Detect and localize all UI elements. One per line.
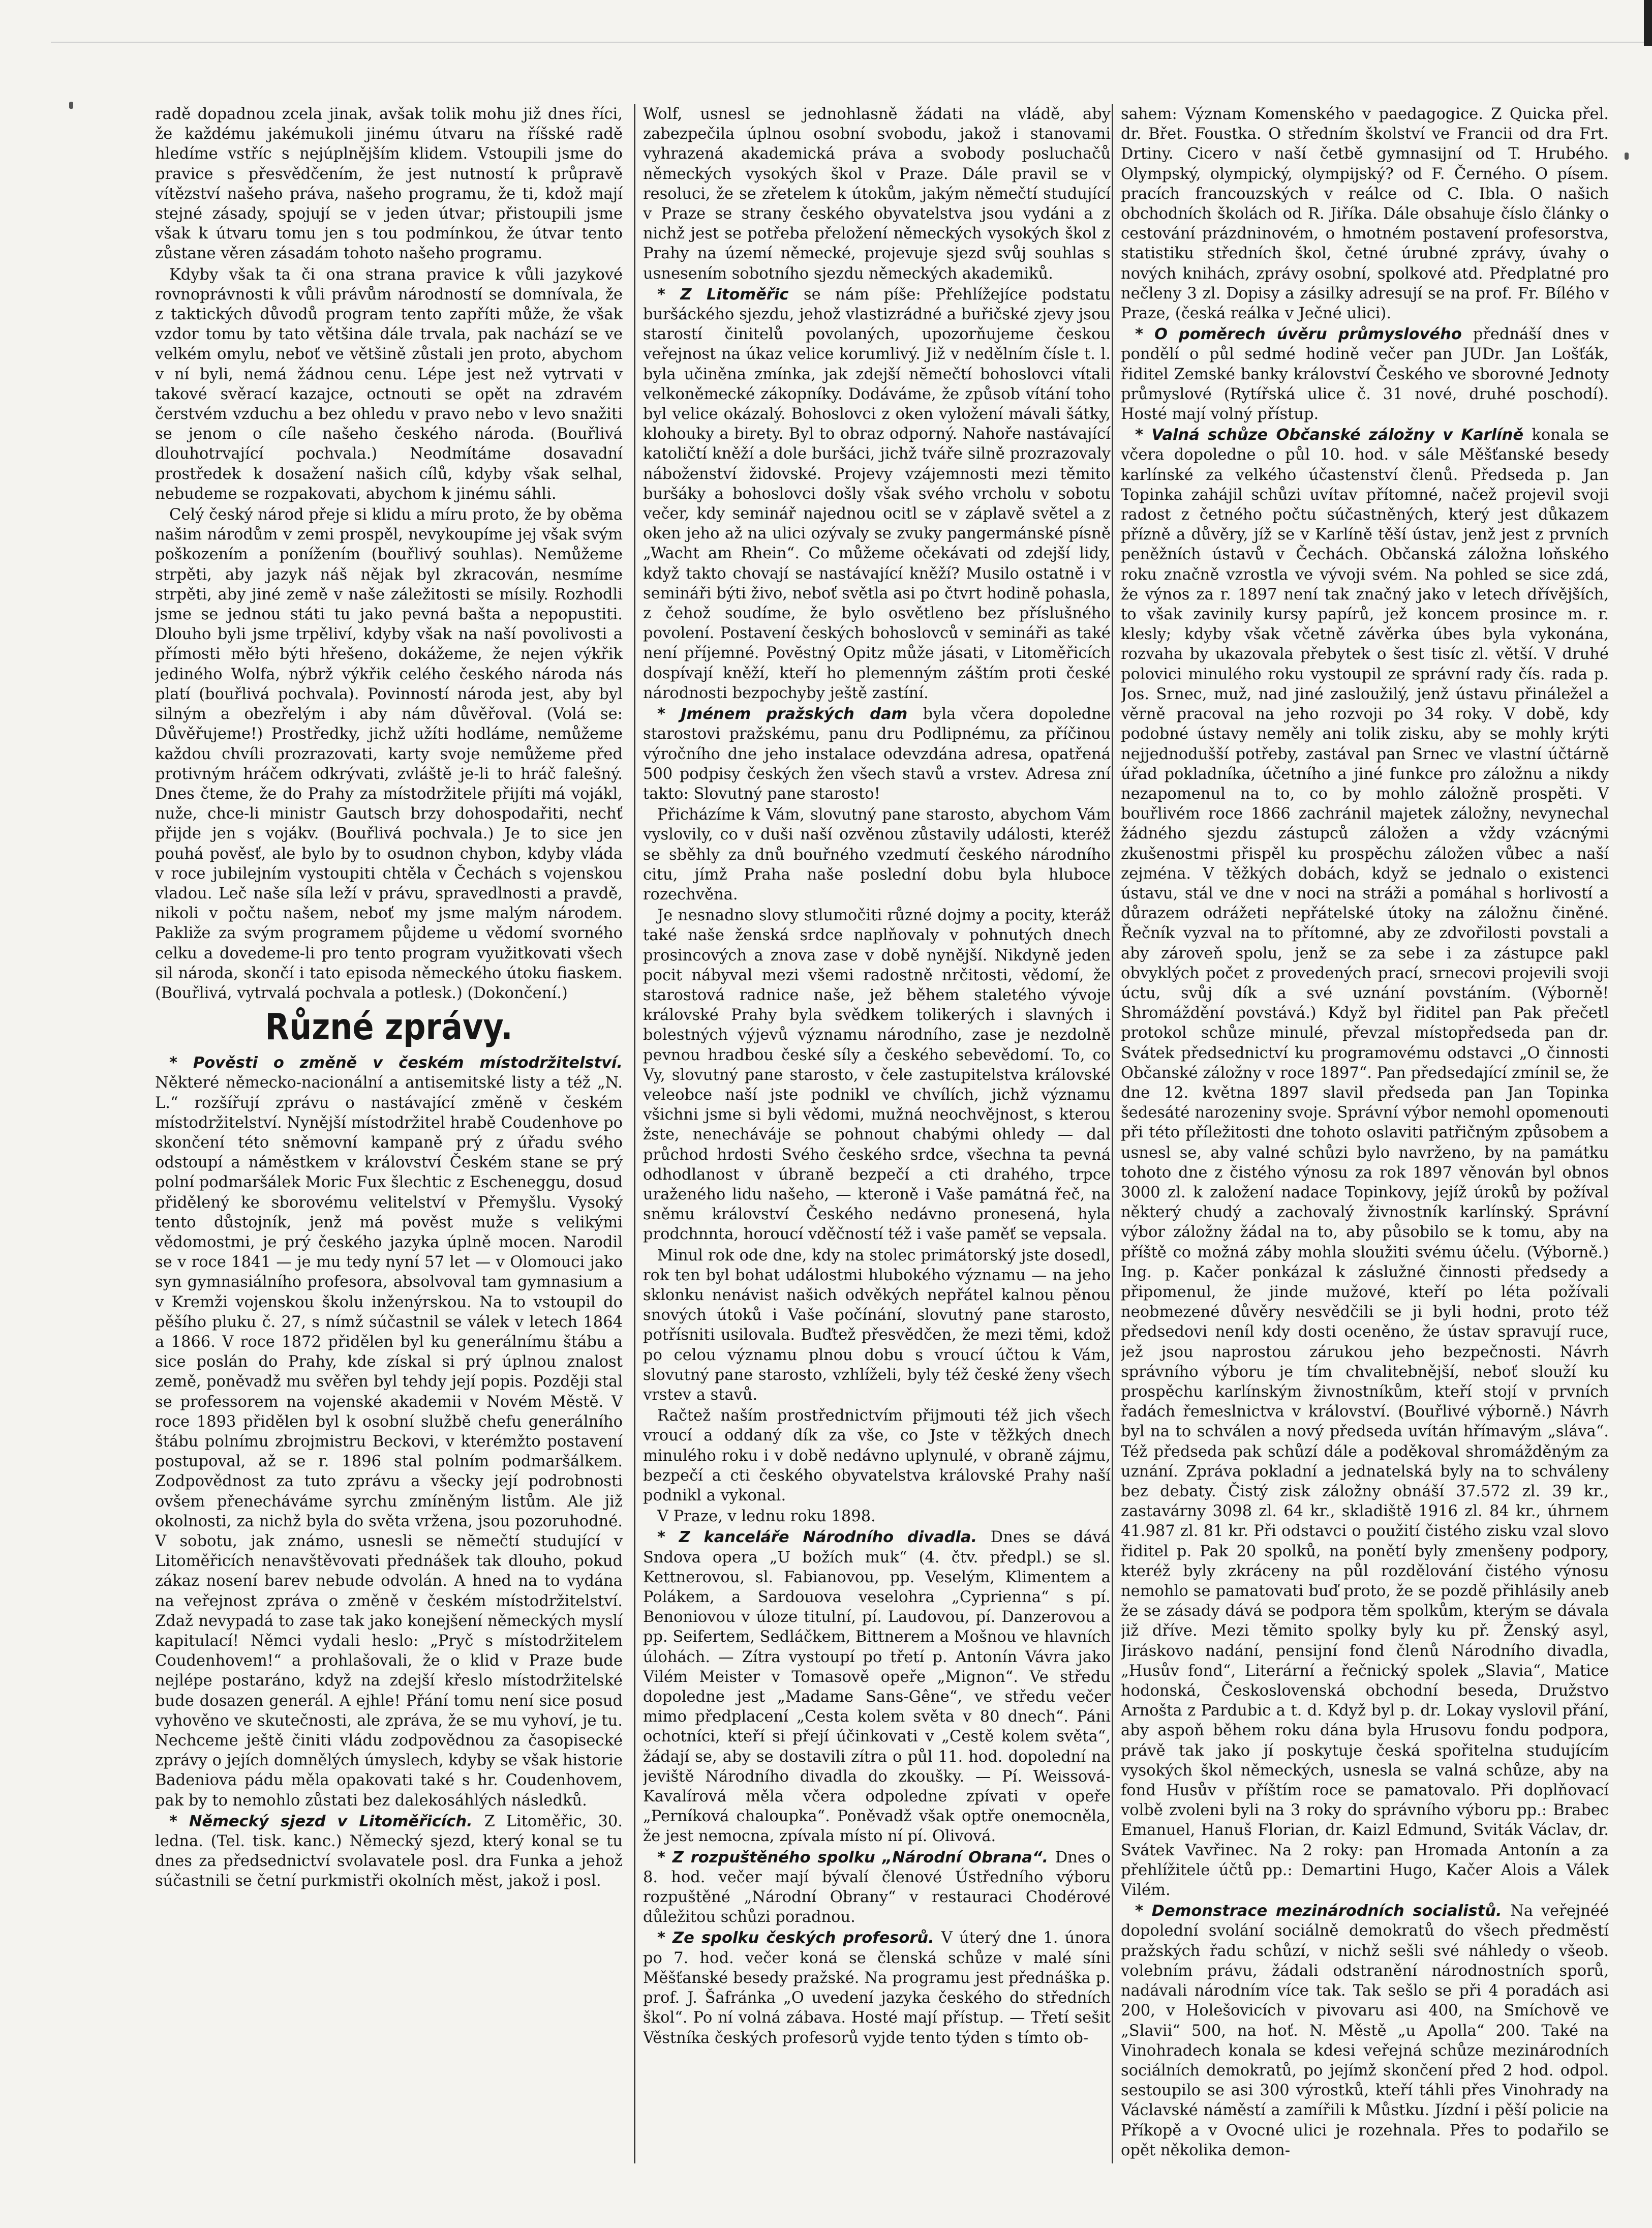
margin-mark (69, 102, 73, 109)
article-paragraph: Wolf, usnesl se jednohlasně žádati na vládě, aby zabezpečila úplnou osobní svobodu, jakož i stanovami vyhrazená akademická práva a svobody posluchačů německých vysokých škol v Praze. Dále pravil se v resoluci, že se zřetelem k útokům, jakým němečtí studující v Praze se strany českého obyvatelstva jsou vydáni a z nichž jest se potřeba přeložení německých vysokých škol z Prahy na území německé, projevuje sjezd svůj souhlas s usnesením sobotního sjezdu německých akademiků. (643, 105, 1111, 283)
article-paragraph: Celý český národ přeje si klidu a míru proto, že by oběma našim národům v zemi prospěl, nevykoupíme jej však svým poškozením a ponížením (bouřlivý souhlas). Nemůžeme strpěti, aby jazyk náš nějak byl zkracován, nesmíme strpěti, aby jiné země v naše záležitosti se mísily. Rozhodli jsme se jednou státi tu jako pevná bašta a nepopustiti. Dlouho byli jsme trpěliví, kdyby však na naší povolivosti a přímosti měło býti hřešeno, dokážeme, že nejen výkřik jediného Wolfa, nýbrž výkřik celého českého národa nás platí (bouřlivá pochvala). Povinností národa jest, aby byl silným a obezřelým i aby nám důvěřoval. (Volá se: Důvěřujeme!) Prostředky, jichž užíti hodláme, nemůžeme každou chvíli prozrazovati, karty svoje nemůžeme před protivným hráčem odkrývati, zvláště je-li to hráč falešný. Dnes čteme, že do Prahy za místodržitele přijíti má vojákl, nuže, chce-li ministr Gautsch brzy dohospodařiti, nechť přijde jen s vojákv. (Bouřlivá pochvala.) Je to sice jen pouhá pověsť, ale bylo by to osudnon chybon, kdyby vláda v roce jubilejním vystoupiti chtěla v Čechách s vojenskou vladou. Leč naše síla leží v právu, spravedlnosti a pravdě, nikoli v počtu našem, neboť my jsme malým národem. Pakliže za svým programem půjdeme u vědomí svorného celku a dovedeme-li pro tento program využitkovati všech sil národa, skončí i tato episoda německého útoku fiaskem. (Bouřlivá, vytrvalá pochvala a potlesk.) (Dokončení.) (155, 506, 623, 1002)
news-body: Některé německo-nacionální a antisemitské listy a též „N. L.“ rozšířují zprávu o nastávající změně v českém místodržitelství. Nynější místodržitel hrabě Coudenhove po skončení této sněmovní kampaně prý z úřadu svého odstoupí a náměstkem v království Českém stane se prý polní podmaršálek Moric Fux šlechtic z Escheneggu, dosud přidělený ke sborovému velitelství v Přemyšlu. Vysoký tento důstojník, jenž má pověst muže s velikými vědomostmi, je prý českého jazyka úplně mocen. Narodil se v roce 1841 — je mu tedy nyní 57 let — v Olomouci jako syn gymnasiálního profesora, absolvoval tam gymnasium a v Kremži vojenskou školu inženýrskou. Na to vstoupil do pěšího pluku č. 27, s nímž súčastnil se válek v letech 1864 a 1866. V roce 1872 přidělen byl ku generálnímu štábu a sice poslán do Prahy, kde získal si prý úplnou znalost země, poněvadž mu svěřen byl tehdy její popis. Později stal se professorem na vojenské akademii v Novém Městě. V roce 1893 přidělen byl k osobní službě chefu generálního štábu polnímu zbrojmistru Beckovi, v kterémžto postavení postupoval, až se r. 1896 stal polním podmaršálkem. Zodpovědnost za tuto zprávu a všecky její podrobnosti ovšem přenecháváme syrchu zmíněným listům. Ale již okolnosti, za nichž byla do světa vržena, jsou pozoruhodné. V sobotu, jak známo, usnesli se nĕmečtí studující v Litoměřicích nenavštěvovati přednášek tak dlouho, pokud zákaz nosení barev nebude odvolán. A hned na to vydána na veřejnost zpráva o změně v českém místodržitelství. Zdaž nevypadá to zase tak jako konejšení německých myslí kapitulací! Němci vydali heslo: „Pryč s místodržitelem Coudenhovem!“ a prohlašovali, že o klid v Praze bude nejlépe postaráno, když na zdejší křeslo místodržitelské bude dosazen generál. A ejhle! Přání tomu není sice posud vyhověno ve skutečnosti, ale zpráva, že se mu vyhoví, je tu. Nechceme ještě činiti vládu zodpovědnou za časopisecké zprávy o jejích domnělých úmyslech, kdyby se však historie Badeniova pádu měla opakovati také s hr. Coudenhovem, pak by to nemohlo zůstati bez dalekosáhlých následků. (155, 1074, 623, 1810)
news-body: konala se včera dopoledne o půl 10. hod. v sále Měšťanské besedy karlínské za velkého účastenství členů. Předseda p. Jan Topinka zahájil schůzi uvítav přítomné, načež projevil svoji radost z četného počtu súčastněných, který jest důkazem přízně a důvěry, jíž se v Karlíně těší ústav, jenž jest z prvních peněžních ústavů v Čechách. Občanská záložna loňského roku značně vzrostla ve vývoji svém. Na pohled se sice zdá, že výnos za r. 1897 není tak značný jako v letech dřívějších, to však zavinily kursy papírů, jež koncem prosince m. r. klesly; kdyby však včetně závěrka úbes byla vykonána, rozvaha by ukazovala přebytek o šest tisíc zl. větší. V druhé polovici minulého roku vystoupil ze správní rady čís. rada p. Jos. Srnec, muž, nad jiné zasloužilý, jenž ústavu přináležel a věrně pracoval na jeho rozvoji po 34 roky. V době, kdy podobné ústavy neměly ani tolik zisku, aby se mohly krýti nejjednodušší potřeby, zastával pan Srnec ve vlastní účtárně úřad pokladníka, účetního a jiné funkce pro záložnu a nikdy nezapomenul na to, co by mohlo záložně prospěti. V bouřlivém roce 1866 zachránil majetek záložny, nevynechal žádného sjezdu zástupců záložen a vždy vzácnými zkušenostmi přispěl ku prospěchu záložen vůbec a naší zejména. V těžkých dobách, když se jednalo o existenci ústavu, stál ve dne v noci na stráži a pomáhal s horlivostí a důrazem odrážeti nepřátelské útoky na záložnu činěné. Řečník vyzval na to přítomné, aby ze zdvořilosti povstali a aby zároveň spolu, jenž se za sebe i za zástupce pakl obvyklých počet z provedených prací, srnecovi projevili svoji úctu, svůj dík a své uznání povstáním. (Výborně! Shromáždění povstává.) Když byl řiditel pan Pak přečetl protokol schůze minulé, převzal místopředseda pan dr. Svátek předsednictví ku programovému odstavci „O činnosti Občanské záložny v roce 1897“. Pan předsedající zmínil se, že dne 12. května 1897 slavil předseda pan Jan Topinka šedesáté narozeniny svoje. Správní výbor nemohl opomenouti při této příležitosti dne tohoto oslaviti patřičným způsobem a usnesl se, aby valné schůzi bylo navrženo, by na památku tohoto dne z čistého výnosu za rok 1897 věnován byl obnos 3000 zl. k založení nadace Topinkovy, jejíž úroků by požíval některý chudý a zachovalý živnostník karlínský. Správní výbor záložny žádal na to, aby působilo se k tomu, aby na příště co možná záby mohla sloužiti svému účelu. (Výborně.) Ing. p. Kačer ponkázal k záslužné činnosti předsedy a připomenul, že jinde mužové, kteří po léta požívali neobmezené důvěry nesvědčili se ji byli hodni, proto též předsedovi neníl kdy dosti oceněno, že ústav spravují ruce, jež jsou naprostou zárukou jeho bezpečnosti. Návrh správního výboru je tím chvalitebnější, neboť slouží ku prospěchu karlínským živnostníkům, kteří stojí v prvních řadách řemeslnictva v království. (Bouřlivé výborně.) Návrh byl na to schválen a nový předseda uvítán hřímavým „sláva“. Též předseda pak schůzí dále a poděkoval shromážděným za uznání. Zpráva pokladní a jednatelská byly na to schváleny bez debaty. Čistý zisk záložny obnáší 37.572 zl. 39 kr., zastavárny 3098 zl. 64 kr., skladiště 1916 zl. 84 kr., úhrnem 41.987 zl. 81 kr. Při odstavci o použití čistého zisku vzal slovo řiditel p. Pak 20 spolků, na ponětí byly zmenšeny podpory, kteréž byly zkráceny na půl rozdělování čistého výnosu nemohlo se pamatovati buď proto, že se pozdě přihlásily aneb že se zásady dává se podpora těm spolkům, kterým se dávala již dříve. Mezi těmito spolky byly ku př. Ženský asyl, Jiráskovo nadání, pensijní fond členů Národního divadla, „Husův fond“, Literární a řečnický spolek „Slavia“, Matice hodonská, Československá obchodní beseda, Družstvo Arnošta z Pardubic a t. d. Když byl p. dr. Lokay vyslovil přání, aby aspoň během roku dána byla Hrusovu fondu podpora, právě tak jako jí poskytuje česká spořitelna studujícím vysokých škol německých, usnesla se valná schůze, aby na fond Husův v příštím roce se pamatovalo. Při doplňovací volbě zvoleni byli na 3 roky do správního výboru pp.: Brabec Emanuel, Hanuš Florian, dr. Kaizl Edmund, Sviták Václav, dr. Svátek Vavřinec. Na 2 roky: pan Hromada Antonín a za přehlížitele účtů pp.: Demartini Hugo, Kačer Alois a Válek Vilém. (1121, 426, 1609, 1900)
news-headline: * Z rozpuštěného spolku „Národní Obrana“. (657, 1848, 1055, 1866)
news-headline: * Valná schůze Občanské záložny v Karlíně (1135, 426, 1532, 444)
news-headline: * Ze spolku českých profesorů. (657, 1929, 941, 1947)
news-item (643, 1928, 1111, 2048)
news-item (643, 1848, 1111, 1928)
news-item (643, 285, 1111, 703)
news-item (1121, 425, 1609, 1900)
news-body: Z Litoměřic, 30. ledna. (Tel. tisk. kanc.) Německý sjezd, který konal se tu dnes za předsednictví svolavatele posl. dra Funka a jehož súčastnili se četní purkmistři okolních měst, jakož i posl. (155, 1812, 623, 1890)
news-item (1121, 324, 1609, 424)
column-divider (1112, 104, 1113, 2163)
news-item (643, 1527, 1111, 1846)
news-body: byla včera dopoledne starostovi pražskému, panu dru Podlipnému, za příčinou výročního dne jeho instalace odevzdána adresa, opatřená 500 podpisy českých žen všech stavů a vrstev. Adresa zní takto: Slovutný pane starosto! (643, 705, 1111, 803)
news-body: Na veřejnéé dopolední svolání sociálně demokratů do všech předměstí pražských řadu schůzí, v nichž sešli své náhledy o všeob. volebním právu, žádali odstranění národnostních sporů, nadávali národním více tak. Tak sešlo se při 4 poradách asi 200, v Holešovicích v pivovaru asi 400, na Smíchově ve „Slavii“ 500, na hoť. N. Městě „u Apolla“ 200. Také na Vinohradech konala se kdesi veřejná schůze mezinárodních sociálních demokratů, po jejímž skončení před 2 hod. odpol. sestoupilo se asi 300 výrostků, kteří táhli přes Vinohrady na Václavské náměstí a zamířili k Můstku. Jízdní i pěší policie na Příkopě a v Ovocné ulici je rozehnala. Přes to podařilo se opět několika demon- (1121, 1902, 1609, 2159)
news-headline: * Z Litoměřic (657, 285, 804, 304)
column-3 (1121, 104, 1609, 2163)
news-body: se nám píše: Přehlížejíce podstatu buršáckého sjezdu, jehož vlastizrádné a buřičské zjevy jsou starostí činitelů povolaných, upozorňujeme českou veřejnost na úkaz velice korumlivý. Již v nedělním čísle t. l. byla učiněna zmínka, jak zdejší nĕmečtí bohoslovci vítali velkoněmecké zákopníky. Dodáváme, že způsob vítání toho byl velice okázalý. Bohoslovci z oken vyložení mávali šátky, klohouky a birety. Byl to obraz odporný. Nahoře nastávající katoličtí kněží a dole buršáci, jichž tváře silně prozrazovaly náboženství židovské. Projevy vzájemnosti mezi těmito buršáky a bohoslovci došly však svého vrcholu v sobotu večer, kdy seminář najednou ocitl se v záplavě světel a z oken jeho až na ulici ozývaly se zvuky pangermánské písně „Wacht am Rhein“. Co můžeme očekávati od zdejší lidy, když takto chovají se nastávající kněží? Musilo ostatně i v semináři býti živo, neboť světla asi po čtvrt hodině pohasla, z čehož soudíme, že bylo osvětleno bez příslušného povolení. Postavení českých bohoslovců v semináři as také není příjemné. Povĕstný Opitz může jásati, v Litoměřicích dospívají kněží, kteří ho plemenným záštím proti české národnosti bezpochyby ještě zastíní. (643, 285, 1111, 702)
article-paragraph: Kdyby však ta či ona strana pravice k vůli jazykové rovnoprávnosti k vůli právům národností se domnívala, že z taktických důvodů program tento zapříti může, že však vzdor tomu by tato většina dále trvala, pak nachází se ve velkém omylu, neboť ve většině zůstali jen proto, abychom v ní byli, nemá žádnou cenu. Lépe jest než vytrvati v takové svěrací kazajce, octnouti se opět na zdravém čerstvém vzduchu a bez ohledu v pravo nebo v levo snažiti se jenom o cíle našeho českého národa. (Bouřlivá dlouhotrvající pochvala.) Neodmítáme dosavadní prostředek k dosažení našich cílů, kdyby však selhal, nebudeme se rozpakovati, abychom k jinému sáhli. (155, 265, 623, 503)
crop-mark (1644, 0, 1652, 46)
section-title: Různé zprávy. (265, 1005, 513, 1048)
page-top-edge (51, 42, 1652, 43)
news-headline: * Německý sjezd v Litoměřicích. (169, 1812, 484, 1830)
article-paragraph: Minul rok ode dne, kdy na stolec primátorský jste dosedl, rok ten byl bohat událostmi hlubokého významu — na jeho sklonku nenávist našich odvěkých nepřátel kalnou pěnou snových útoků i Vaše počínání, slovutný pane starosto, potřísniti usilovala. Buďtež přesvědčen, že mezi těmi, kdož po celou významu plnou dobu s vroucí účtou k Vám, slovutný pane starosto, vzhlíželi, byly též české ženy všech vrstev a stavů. (643, 1246, 1111, 1404)
margin-mark (1625, 153, 1629, 160)
news-item (1121, 1901, 1609, 2160)
article-paragraph: Přicházíme k Vám, slovutný pane starosto, abychom Vám vyslovily, co v duši naší ozvěnou zůstavily události, kteréž se sběhly za dnů bouřného vzedmutí českého národního citu, jímž Praha naše poslední dobu byla hluboce rozechvěna. (643, 806, 1111, 904)
column-1 (155, 104, 623, 2163)
news-headline: * Demonstrace mezinárodních socialistů. (1135, 1902, 1511, 1920)
news-item (155, 1053, 623, 1811)
news-headline: * Pověsti o změně v českém místodržitelství. (169, 1054, 623, 1072)
news-headline: * Jménem pražských dam (657, 705, 923, 724)
news-item (643, 704, 1111, 804)
news-item (155, 1812, 623, 1891)
article-paragraph: Račtež naším prostřednictvím přijmouti též jich všech vroucí a oddaný dík za vše, co Jste v těžkých dnech minulého roku i v době nedávno uplynulé, v obraně zájmu, bezpečí a cti českého obyvatelstva královské Prahy naší podnikl a vykonal. (643, 1407, 1111, 1505)
news-headline: * O poměrech úvěru průmyslového (1135, 325, 1473, 344)
article-paragraph: radě dopadnou zcela jinak, avšak tolik mohu již dnes říci, že každému jakémukoli jinému útvaru na říšské radě hledíme vstříc s nejúplnějším klidem. Vstoupili jsme do pravice s přesvědčením, že jest nutností k průpravě vítězství našeho práva, našeho programu, že ti, kdož mají stejné zásady, spojují se v jeden útvar; přistoupili jsme však k útvaru tomu jen s tou podmínkou, že útvar tento zůstane věren zásadám tohoto našeho programu. (155, 105, 623, 263)
news-body: přednáší dnes v pondělí o půl sedmé hodině večer pan JUDr. Jan Lošťák, řiditel Zemské banky království Českého ve sborovné Jednoty průmyslové (Rytířská ulice č. 31 nové, druhé poschodí). Hosté mají volný přístup. (1121, 325, 1609, 424)
news-headline: * Z kanceláře Národního divadla. (657, 1528, 991, 1547)
article-paragraph: V Praze, v lednu roku 1898. (657, 1508, 876, 1526)
article-paragraph: sahem: Význam Komenského v paedagogice. Z Quicka přel. dr. Břet. Foustka. O středním školství ve Francii od dra Frt. Drtiny. Cicero v naší četbě gymnasijní od T. Hrubého. Olympský, olympický, olympijský? od F. Černého. O písem. pracích francouzských v reálce od C. Ibla. O našich obchodních školách od R. Jiříka. Dále obsahuje číslo články o cestování prázdninovém, o hmotném postavení profesorstva, statistiku středních škol, četné úrubné zprávy, úvahy o nových knihách, zprávy osobní, spolkové atd. Předplatné pro nečleny 3 zl. Dopisy a zásilky adresují se na prof. Fr. Bílého v Praze, (česká reálka v Ječné ulici). (1121, 105, 1609, 323)
news-body: Dnes o 8. hod. večer mají bývalí členové Ústředního výboru rozpuštěné „Národní Obrany“ v restauraci Chodérové důležitou schůzi poradnou. (643, 1848, 1111, 1926)
news-body: Dnes se dává Sndova opera „U božích muk“ (4. čtv. předpl.) se sl. Kettnerovou, sl. Fabianovou, pp. Veselým, Klimentem a Polákem, a Sardouova veselohra „Cyprienna“ s pí. Benoniovou v úloze titulní, pí. Laudovou, pí. Danzerovou a pp. Seifertem, Sedláčkem, Bittnerem a Mošnou ve hlavních úlohách. — Zítra vystoupí po třetí p. Antonín Vávra jako Vilém Meister v Tomasově opeře „Mignon“. Ve středu dopoledne jest „Madame Sans-Gêne“, ve středu večer mimo předplacení „Cesta kolem světa v 80 dnech“. Páni ochotníci, kteří si přejí účinkovati v „Cestě kolem světa“, žádají se, aby se dostavili zítra o půl 11. hod. dopolední na jeviště Národního divadla do zkoušky. — Pí. Weissová-Kavalírová měla včera odpoledne zpívati v opeře „Perníková chaloupka“. Poněvadž však optře onemocněla, že jest nemocna, zpívala místo ní pí. Olivová. (643, 1528, 1111, 1846)
column-2 (643, 104, 1111, 2163)
news-body: V úterý dne 1. února po 7. hod. večer koná se členská schůze v malé síni Měšťanské besedy pražské. Na programu jest přednáška p. prof. J. Šafránka „O uvedení jazyka českého do středních škol“. Po ní volná zábava. Hosté mají přístup. — Třetí sešit Věstníka českých profesorů vyjde tento týden s tímto ob- (643, 1929, 1111, 2047)
article-paragraph: Je nesnadno slovy stlumočiti různé dojmy a pocity, kteráž také naše ženská srdce naplňovaly v pohnutých dnech prosincových a znova zase v době nynější. Nikdyně jeden pocit nábyval mezi všemi radostně nrčitosti, vědomí, že starostová radnice naše, jež během staletého vývoje královské Prahy byla svědkem tolikerých i slavných i bolestných výjevů významu národního, zase je nezdolně pevnou hradbou české síly a českého sebevědomí. To, co Vy, slovutný pane starosto, v čele zastupitelstva královské veleobce naší jste podnikl ve chvílích, jichž významu všichni jsme si byli vědomi, mužná neochvějnost, s kterou žste, nenecháváje se pohnout chabými ohledy — dal průchod hrdosti Svého českého srdce, všechna ta pevná odhodlanost v úbraně bezpečí a cti drahého, trpce uraženého lidu našeho, — kteroně i Vaše památná řeč, na sněmu království Českého nedávno pronesená, hyla prodchnnta, horoucí vděčností též i vaše paměť se vepsala. (643, 907, 1111, 1244)
column-divider (634, 104, 635, 2163)
